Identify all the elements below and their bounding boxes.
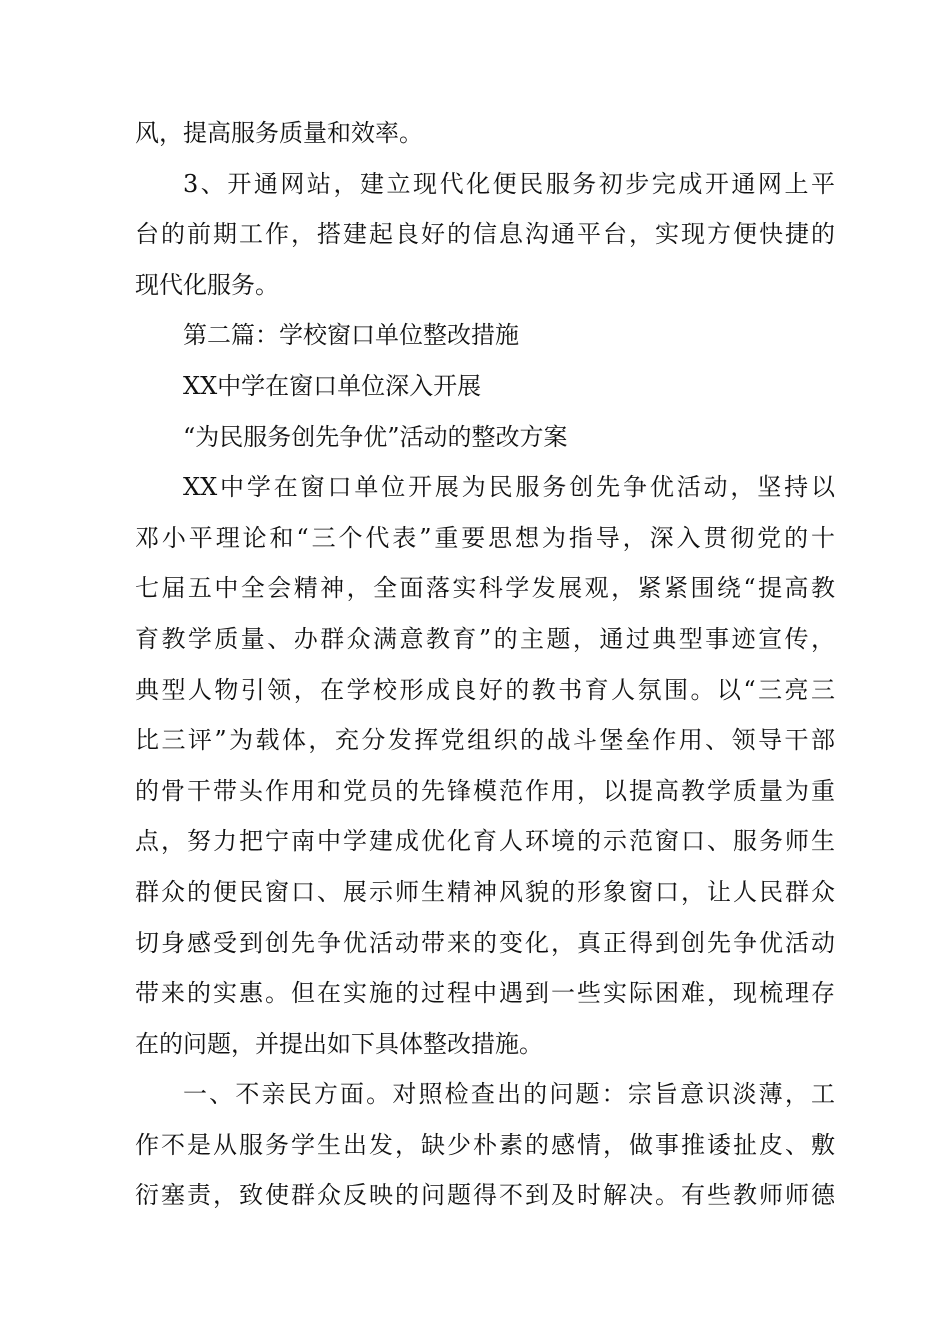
text-line: 3、开通网站，建立现代化便民服务初步完成开通网上平 xyxy=(183,169,835,198)
text-line: 衍塞责，致使群众反映的问题得不到及时解决。有些教师师德 xyxy=(135,1181,835,1210)
text-line: 的骨干带头作用和党员的先锋模范作用，以提高教学质量为重 xyxy=(135,776,835,805)
text-line: 台的前期工作，搭建起良好的信息沟通平台，实现方便快捷的 xyxy=(135,220,835,249)
text-line: 育教学质量、办群众满意教育”的主题，通过典型事迹宣传， xyxy=(135,624,835,653)
text-line: XX中学在窗口单位深入开展 xyxy=(183,371,482,400)
text-line: 点，努力把宁南中学建成优化育人环境的示范窗口、服务师生 xyxy=(135,827,835,856)
text-line: XX中学在窗口单位开展为民服务创先争优活动，坚持以 xyxy=(183,473,835,502)
document-body xyxy=(135,108,835,1221)
text-line: 第二篇：学校窗口单位整改措施 xyxy=(183,321,519,350)
text-line: 作不是从服务学生出发，缺少朴素的感情，做事推诿扯皮、敷 xyxy=(135,1130,835,1159)
text-line: 在的问题，并提出如下具体整改措施。 xyxy=(135,1029,543,1058)
text-line: 典型人物引领，在学校形成良好的教书育人氛围。以“三亮三 xyxy=(135,675,835,704)
text-line: 带来的实惠。但在实施的过程中遇到一些实际困难，现梳理存 xyxy=(135,979,835,1008)
text-line: 邓小平理论和“三个代表”重要思想为指导，深入贯彻党的十 xyxy=(135,523,835,552)
text-line: 现代化服务。 xyxy=(135,270,279,299)
text-line: 七届五中全会精神，全面落实科学发展观，紧紧围绕“提高教 xyxy=(135,574,835,603)
text-line: “为民服务创先争优”活动的整改方案 xyxy=(183,422,568,451)
text-line: 群众的便民窗口、展示师生精神风貌的形象窗口，让人民群众 xyxy=(135,877,835,906)
text-line: 比三评”为载体，充分发挥党组织的战斗堡垒作用、领导干部 xyxy=(135,726,835,755)
text-line: 风，提高服务质量和效率。 xyxy=(135,119,423,147)
text-line: 一、不亲民方面。对照检查出的问题：宗旨意识淡薄，工 xyxy=(183,1080,835,1109)
text-line: 切身感受到创先争优活动带来的变化，真正得到创先争优活动 xyxy=(135,928,835,957)
